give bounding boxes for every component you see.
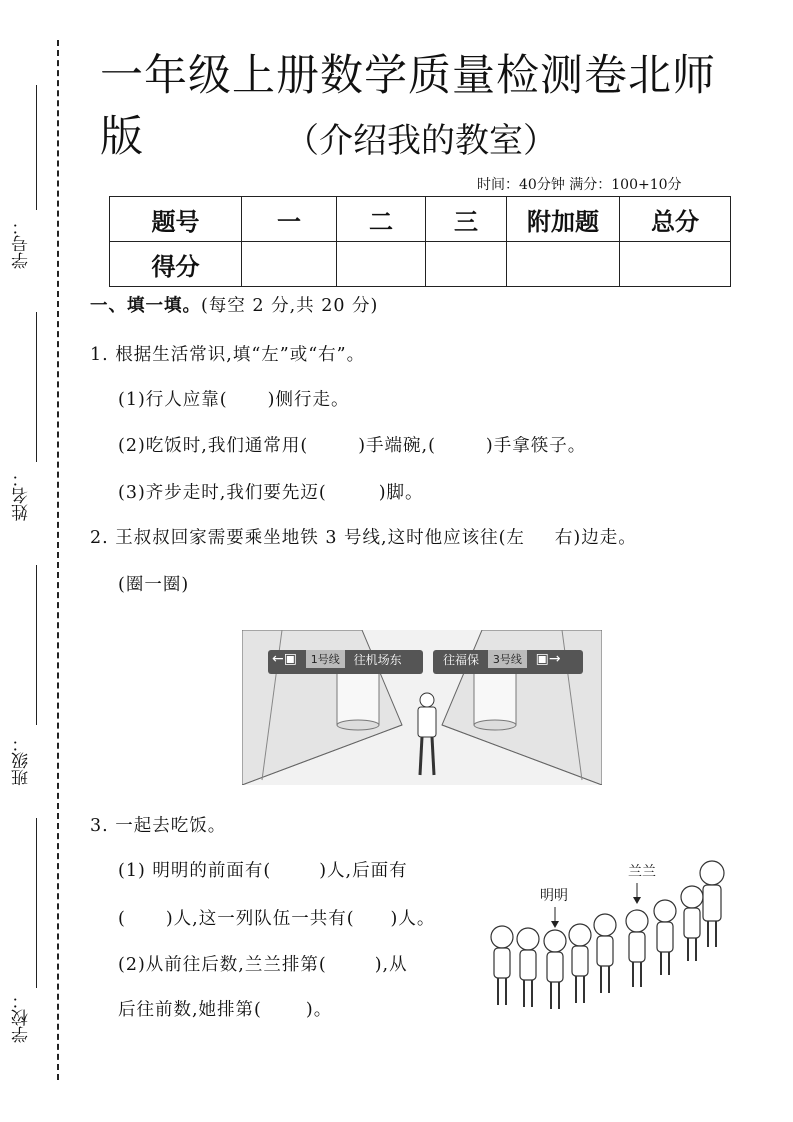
q1-part2: [118, 432, 586, 457]
page-title: 一年级上册数学质量检测卷北师版: [100, 51, 716, 162]
school-line: [36, 818, 37, 988]
q3-text: )人,后面有: [319, 861, 408, 881]
student-id-line: [36, 85, 37, 210]
score-table-header-cell: 一: [242, 197, 337, 242]
score-cell[interactable]: [426, 242, 507, 287]
queue-illustration: [480, 855, 730, 1015]
q3-text: ),从: [374, 955, 408, 975]
label-mingming: 明明: [540, 888, 568, 904]
student-name-line: [36, 312, 37, 462]
q2-note: (圈一圈): [118, 575, 190, 595]
subway-sign-line1: [268, 650, 423, 674]
q1-part2-text: (2)吃饭时,我们通常用(: [118, 436, 309, 456]
q3-part1-line1: [118, 857, 408, 882]
score-table-score-row: [110, 242, 731, 287]
score-table: [109, 196, 731, 287]
q2-stem-text: 2. 王叔叔回家需要乘坐地铁 3 号线,这时他应该往(: [90, 528, 507, 548]
page-subtitle: （介绍我的教室）: [285, 121, 557, 161]
exam-meta: 时间：40分钟 满分：100+10分: [477, 177, 682, 193]
q3-stem: 3. 一起去吃饭。: [90, 816, 227, 836]
q1-part3-text: )脚。: [378, 483, 424, 503]
score-cell[interactable]: [620, 242, 731, 287]
q3-text: (: [118, 909, 126, 929]
score-row-label: 得分: [110, 242, 242, 287]
section-heading-text: 一、填一填。: [90, 296, 201, 316]
score-cell[interactable]: [242, 242, 337, 287]
q3-text: 后往前数,她排第(: [118, 1000, 262, 1020]
score-table-header-cell: 三: [426, 197, 507, 242]
subway-sign-line3: [433, 650, 583, 674]
q1-part1-text: (1)行人应靠(: [118, 390, 228, 410]
q3-text: )人,这一列队伍一共有(: [165, 909, 355, 929]
label-lanlan: 兰兰: [628, 864, 656, 880]
score-table-header-cell: 附加题: [507, 197, 620, 242]
student-id-label: 学号：: [12, 218, 32, 269]
sign-destination: 往福保: [443, 652, 480, 667]
q1-part1-text: )侧行走。: [267, 390, 350, 410]
student-class-line: [36, 565, 37, 725]
q3-text: (2)从前往后数,兰兰排第(: [118, 955, 327, 975]
q3-part1-line2: [118, 905, 435, 930]
q1-part3-text: (3)齐步走时,我们要先迈(: [118, 483, 327, 503]
q2-option-right[interactable]: 右: [554, 528, 574, 548]
score-table-header-cell: 题号: [110, 197, 242, 242]
school-label: 学校：: [12, 992, 32, 1043]
q2-option-left[interactable]: 左: [506, 528, 525, 548]
q3-text: (1) 明明的前面有(: [118, 861, 272, 881]
arrow-right-icon: ▣→: [535, 651, 561, 667]
section-heading: [90, 292, 378, 317]
q1-part2-text: )手端碗,(: [358, 436, 436, 456]
q1-part1: [118, 386, 349, 411]
q1-part2-text: )手拿筷子。: [485, 436, 587, 456]
score-table-header-cell: 总分: [620, 197, 731, 242]
q3-text: )人。: [390, 909, 436, 929]
binding-dashed-line: [57, 40, 59, 1080]
arrow-left-icon: ←▣: [272, 651, 297, 667]
score-cell[interactable]: [337, 242, 426, 287]
q2-stem: [90, 524, 637, 549]
q3-text: )。: [305, 1000, 333, 1020]
q1-part3: [118, 479, 424, 504]
student-name-label: 姓名：: [12, 470, 32, 521]
q3-part2-line2: [118, 996, 332, 1021]
sign-destination: 往机场东: [353, 652, 402, 667]
score-table-header-row: [110, 197, 731, 242]
sign-line-label: 1号线: [306, 650, 345, 668]
score-table-header-cell: 二: [337, 197, 426, 242]
sign-line-label: 3号线: [488, 650, 527, 668]
q3-part2-line1: [118, 951, 408, 976]
q1-stem: 1. 根据生活常识,填“左”或“右”。: [90, 345, 366, 365]
section-points: (每空 2 分,共 20 分): [201, 296, 379, 316]
q2-stem-text: )边走。: [573, 528, 637, 548]
student-class-label: 班级：: [12, 735, 32, 786]
score-cell[interactable]: [507, 242, 620, 287]
children-queue-drawing: [480, 855, 730, 1015]
